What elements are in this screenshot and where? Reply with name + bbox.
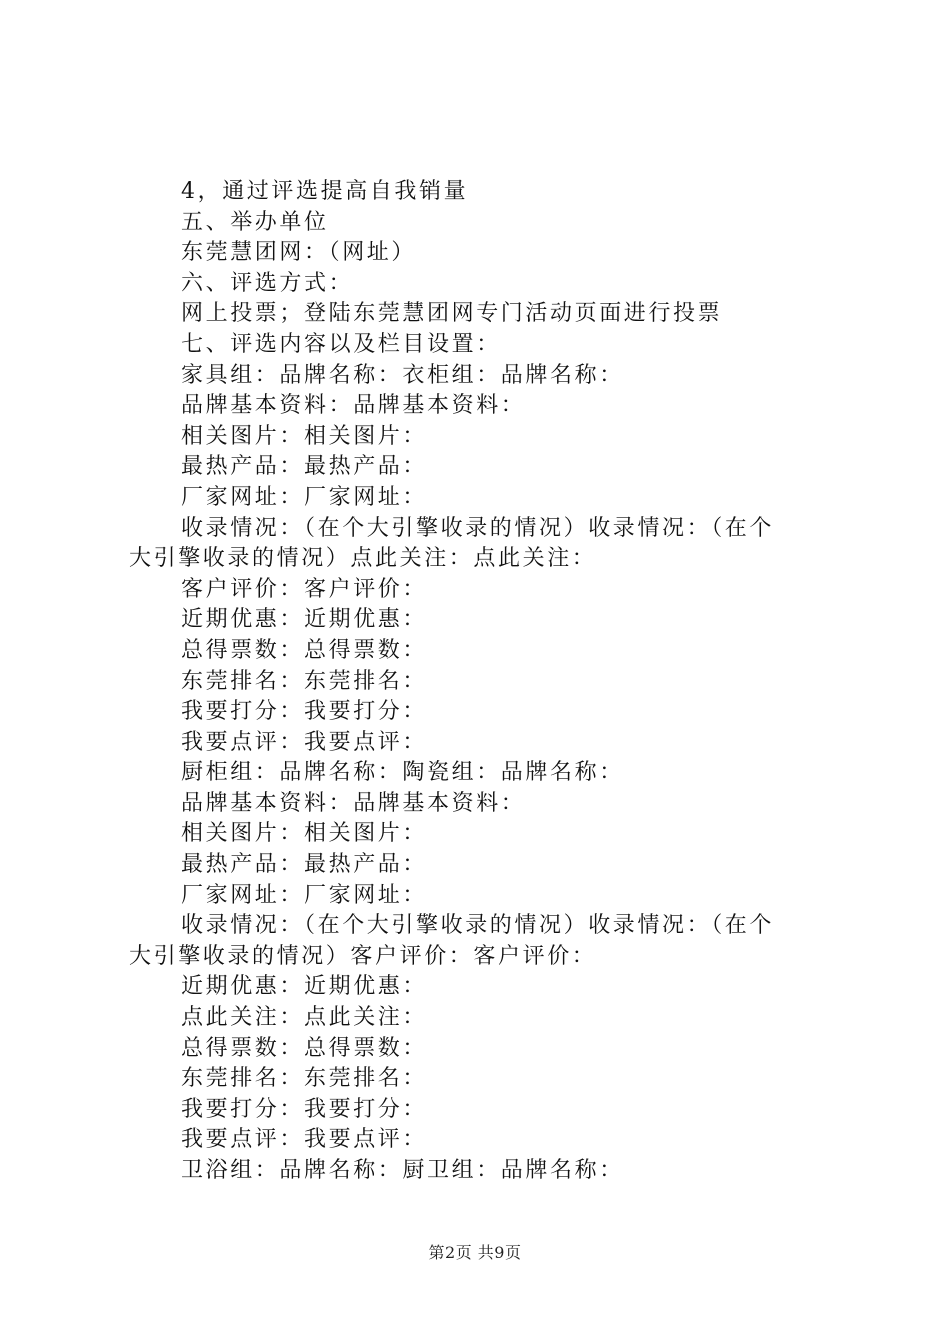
page-number-footer: 第2页 共9页 [428, 1243, 522, 1262]
document-line: 收录情况：（在个大引擎收录的情况）收录情况：（在个 [181, 913, 775, 939]
document-line: 东莞慧团网：（网址） [181, 240, 417, 266]
document-line: 厨柜组：品牌名称：陶瓷组：品牌名称： [181, 760, 624, 786]
document-line: 厂家网址：厂家网址： [181, 882, 428, 908]
document-line: 家具组：品牌名称：衣柜组：品牌名称： [181, 362, 624, 388]
document-line: 大引擎收录的情况）客户评价：客户评价： [129, 943, 597, 969]
document-line: 点此关注：点此关注： [181, 1005, 428, 1031]
document-line: 东莞排名：东莞排名： [181, 1066, 428, 1092]
document-line: 七、评选内容以及栏目设置： [181, 331, 501, 357]
document-body [129, 177, 839, 1187]
document-line: 我要打分：我要打分： [181, 699, 428, 725]
document-line: 卫浴组：品牌名称：厨卫组：品牌名称： [181, 1158, 624, 1183]
document-line: 总得票数：总得票数： [181, 1035, 428, 1061]
document-line: 品牌基本资料：品牌基本资料： [181, 393, 526, 419]
document-line: 最热产品：最热产品： [181, 852, 428, 878]
document-line: 网上投票；登陆东莞慧团网专门活动页面进行投票 [181, 301, 723, 327]
document-line: 五、举办单位 [181, 209, 329, 235]
document-line: 收录情况：（在个大引擎收录的情况）收录情况：（在个 [181, 515, 775, 541]
document-line: 东莞排名：东莞排名： [181, 668, 428, 694]
document-line: 六、评选方式： [181, 270, 354, 296]
document-line: 4，通过评选提高自我销量 [181, 179, 469, 204]
document-line: 客户评价：客户评价： [181, 576, 428, 602]
document-line: 大引擎收录的情况）点此关注：点此关注： [129, 546, 597, 572]
document-line: 我要打分：我要打分： [181, 1096, 428, 1122]
document-line: 品牌基本资料：品牌基本资料： [181, 790, 526, 816]
document-line: 我要点评：我要点评： [181, 729, 428, 755]
document-line: 近期优惠：近期优惠： [181, 974, 428, 1000]
document-line: 我要点评：我要点评： [181, 1127, 428, 1153]
document-line: 厂家网址：厂家网址： [181, 484, 428, 510]
document-line: 相关图片：相关图片： [181, 423, 428, 449]
document-line: 总得票数：总得票数： [181, 637, 428, 663]
document-line: 相关图片：相关图片： [181, 821, 428, 847]
document-line: 近期优惠：近期优惠： [181, 607, 428, 633]
document-line: 最热产品：最热产品： [181, 454, 428, 480]
